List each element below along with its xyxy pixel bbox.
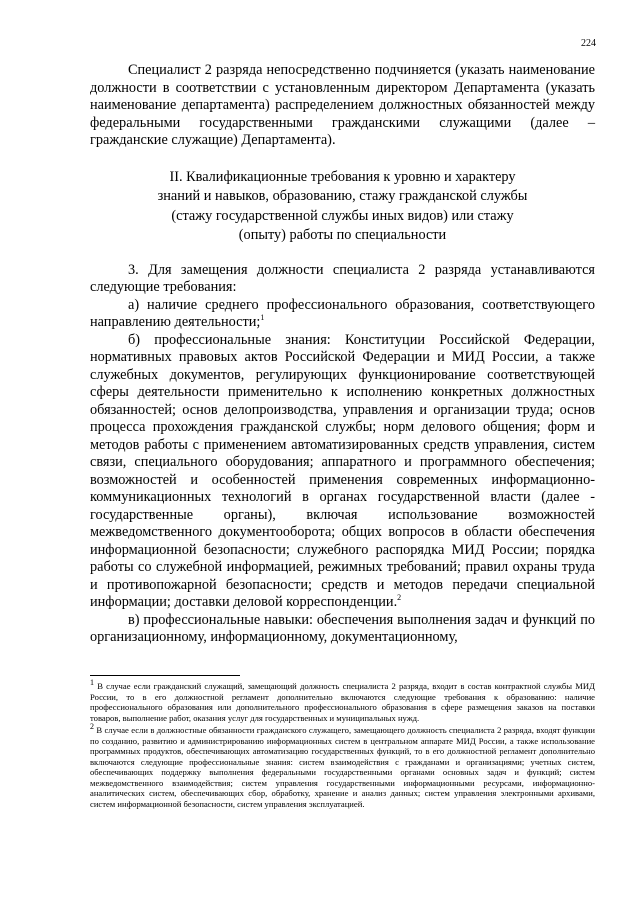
page-number: 224 — [581, 38, 596, 49]
footnote-ref-2: 2 — [397, 593, 402, 603]
heading-line-1: II. Квалификационные требования к уровню и характеру — [169, 168, 516, 185]
item-a — [90, 297, 595, 332]
footnotes — [90, 678, 595, 811]
item-b — [90, 332, 595, 612]
item-a-text: а) наличие среднего профессионального образования, соответствующего направлению деятельности; — [90, 296, 595, 330]
intro-paragraph: Специалист 2 разряда непосредственно подчиняется (указать наименование должности в соответствии с установленным директором Департамента (указать наименование департамента) распределением должностных обязанностей между федеральными государственными гражданскими служащими (далее – гражданские служащие) Департамента). — [90, 62, 595, 148]
footnote-mark-2: 2 — [90, 722, 94, 732]
document-body — [90, 62, 595, 647]
section-heading — [90, 168, 595, 246]
item-c: в) профессиональные навыки: обеспечения выполнения задач и функций по организационному, информационному, документационному, — [90, 611, 595, 645]
footnote-1 — [90, 678, 595, 723]
footnote-separator — [90, 675, 240, 676]
item-b-text: б) профессиональные знания: Конституции Российской Федерации, нормативных правовых актов Российской Федерации и МИД России, а также служебных документов, регулирующих функционирование соответствующей сферы деятельности применительно к исполнению конкретных должностных обязанностей; основ делопроизводства, управления и организации труда; основ процесса прохождения гражданской службы; норм делового общения; форм и методов работы с применением автоматизированных средств управления, систем связи, специального оборудования; аппаратного и программного обеспечения; возможностей и особенностей применения современных информационно-коммуникационных технологий в органах государственной власти (далее - государственные органы), включая использование возможностей межведомственного документооборота; общих вопросов в области обеспечения информационной безопасности; служебного распорядка МИД России; порядка работы со служебной информацией, режимных требований; правил охраны труда и противопожарной безопасности; средств и методов передачи специальной информации; доставки деловой корреспонденции. — [90, 331, 595, 610]
footnote-1-text: В случае если гражданский служащий, замещающий должность специалиста 2 разряда, входит в состав контрактной службы МИД России, то в его должностной регламент дополнительно включаются следующие требования к образованию: наличие профессионального образования или дополнительного профессионального образования в сфере размещения заказов на поставки товаров, выполнение работ, оказания услуг для государственных и муниципальных нужд. — [90, 681, 595, 723]
heading-line-2: знаний и навыков, образованию, стажу гражданской службы — [157, 188, 528, 204]
heading-line-4: (опыту) работы по специальности — [238, 227, 447, 243]
heading-line-3: (стажу государственной службы иных видов) или стажу — [171, 207, 514, 224]
footnote-2-text: В случае если в должностные обязанности гражданского служащего, замещающего должность специалиста 2 разряда, входят функции по созданию, развитию и администрированию информационных систем в центральном аппарате МИД России, а также использование программных продуктов, обеспечивающих автоматизацию государственных функций, то в его должностной регламент дополнительно включаются следующие профессиональные знания: систем взаимодействия с гражданами и организациями; учетных систем, обеспечивающих поддержку выполнения федеральными государственными органами основных задач и функций; систем межведомственного взаимодействия; систем управления государственными информационными ресурсами, информационно-аналитических систем, обеспечивающих сбор, обработку, хранение и анализ данных; систем управления электронными архивами, систем информационной безопасности, систем управления эксплуатацией. — [90, 725, 595, 809]
paragraph-3: 3. Для замещения должности специалиста 2 разряда устанавливаются следующие требования: — [90, 261, 595, 295]
footnote-2 — [90, 722, 595, 809]
footnote-mark-1: 1 — [90, 678, 94, 688]
footnote-ref-1: 1 — [260, 313, 265, 323]
